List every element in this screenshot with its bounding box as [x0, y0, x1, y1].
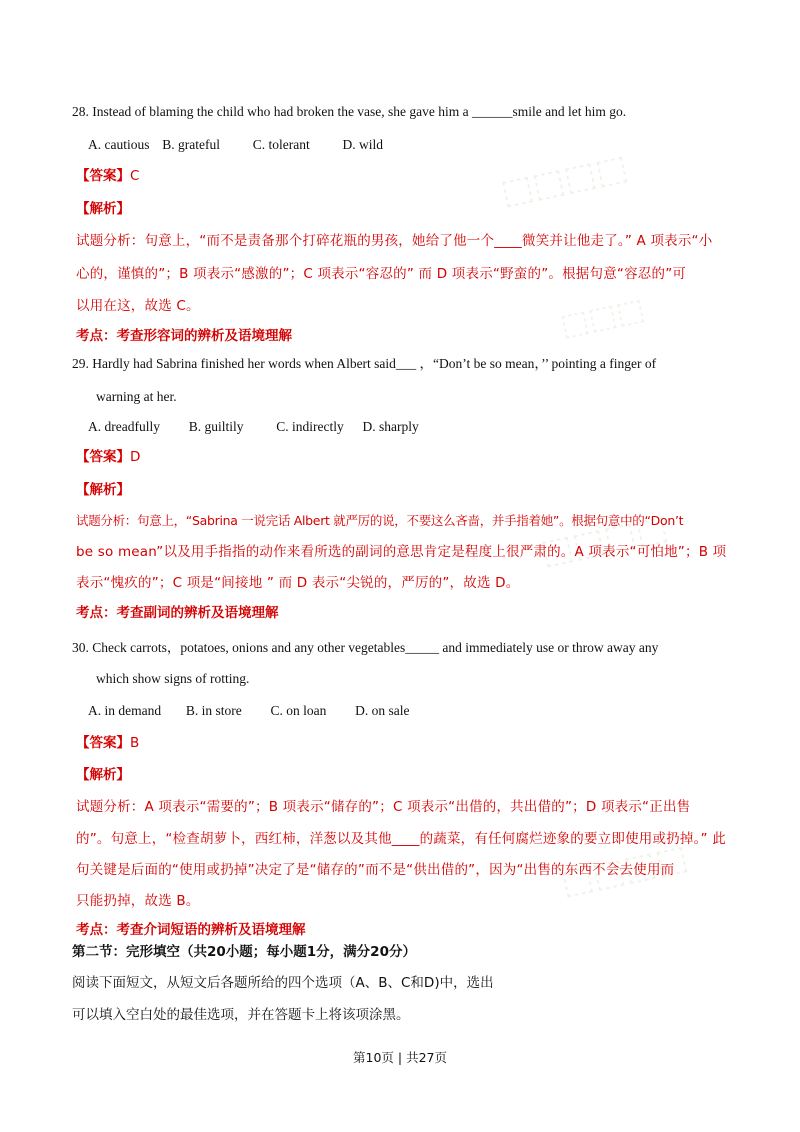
q28-answer	[76, 167, 139, 185]
q28-answer-value: C	[130, 168, 140, 184]
q28-option-d: D. wild	[342, 137, 383, 152]
q30-analysis-line-2: 的”。句意上，“检查胡萝卜，西红柿，洋葱以及其他____的蔬菜，有任何腐烂迹象的要立即使用或扔掉。” 此	[76, 831, 726, 847]
q30-option-c: C. on loan	[270, 703, 327, 718]
q28-options	[88, 136, 383, 154]
q30-answer-value: B	[130, 735, 140, 751]
watermark: ⬚⬚⬚⬚	[497, 147, 632, 213]
q30-answer-label: 【答案】	[76, 735, 130, 751]
watermark: ⬚⬚⬚	[557, 291, 648, 344]
q29-stem-line-1: 29. Hardly had Sabrina finished her words when Albert said___ ，“Don’t be so mean，’’ pointing a finger of	[72, 356, 657, 371]
q30-option-a: A. in demand	[88, 703, 162, 718]
q29-options	[88, 418, 419, 436]
q28-analysis-line-2: 心的，谨慎的”；B 项表示“感激的”；C 项表示“容忍的” 而 D 项表示“野蛮的”。根据句意“容忍的”可	[76, 266, 687, 282]
q29-option-a: A. dreadfully	[88, 419, 160, 434]
q29-stem-line-2: warning at her.	[96, 389, 177, 404]
q29-answer-label: 【答案】	[76, 449, 130, 465]
page-number-footer: 第10页 | 共27页	[353, 1050, 447, 1065]
q29-analysis-line-3: 表示“愧疚的”；C 项是“间接地 ” 而 D 表示“尖锐的，严厉的”，故选 D。	[76, 575, 520, 591]
section-instruction-line-2: 可以填入空白处的最佳选项，并在答题卡上将该项涂黑。	[72, 1007, 410, 1023]
q29-point: 考点：考查副词的辨析及语境理解	[76, 605, 279, 621]
q30-options	[88, 702, 410, 720]
q28-option-b: B. grateful	[162, 137, 220, 152]
q30-stem-line-1: 30. Check carrots，potatoes, onions and any other vegetables_____ and immediately use or throw away any	[72, 640, 659, 655]
q29-option-d: D. sharply	[362, 419, 419, 434]
q30-point: 考点：考查介词短语的辨析及语境理解	[76, 922, 306, 938]
q30-analysis-line-1: 试题分析：A 项表示“需要的”；B 项表示“储存的”；C 项表示“出借的，共出借的”；D 项表示“正出售	[76, 799, 691, 815]
watermark: ⬚⬚⬚⬚	[557, 837, 692, 903]
q29-answer	[76, 448, 140, 466]
q30-option-d: D. on sale	[355, 703, 410, 718]
q28-point: 考点：考查形容词的辨析及语境理解	[76, 328, 292, 344]
q30-analysis-line-4: 只能扔掉，故选 B。	[76, 893, 200, 909]
q29-option-b: B. guiltily	[188, 419, 244, 434]
q29-analysis-line-1: 试题分析：句意上，“Sabrina 一说完话 Albert 就严厉的说，不要这么吝啬，并手指着她”。根据句意中的“Don’t	[76, 513, 684, 528]
q28-option-a: A. cautious	[88, 137, 150, 152]
q28-analysis-line-3: 以用在这，故选 C。	[76, 298, 200, 314]
q30-stem-line-2: which show signs of rotting.	[96, 671, 250, 686]
q30-answer	[76, 734, 139, 752]
q30-option-b: B. in store	[185, 703, 242, 718]
q30-analysis-label: 【解析】	[76, 767, 130, 783]
q28-analysis-label: 【解析】	[76, 201, 130, 217]
q29-option-c: C. indirectly	[276, 419, 344, 434]
q28-option-c: C. tolerant	[252, 137, 310, 152]
watermark: ⬚⬚⬚⬚	[537, 507, 672, 573]
q28-stem: 28. Instead of blaming the child who had broken the vase, she gave him a ______smile and let him go.	[72, 104, 627, 119]
q28-answer-label: 【答案】	[76, 168, 130, 184]
q28-analysis-line-1: 试题分析：句意上，“而不是责备那个打碎花瓶的男孩，她给了他一个____微笑并让他走了。” A 项表示“小	[76, 233, 713, 249]
q30-analysis-line-3: 句关键是后面的“使用或扔掉”决定了是“储存的”而不是“供出借的”，因为“出售的东西不会去使用而	[76, 862, 675, 878]
q29-answer-value: D	[130, 449, 141, 465]
q29-analysis-label: 【解析】	[76, 482, 130, 498]
section-instruction-line-1: 阅读下面短文，从短文后各题所给的四个选项（A、B、C和D)中，选出	[72, 975, 494, 991]
section-title: 第二节：完形填空（共20小题；每小题1分，满分20分）	[72, 944, 416, 960]
q29-analysis-line-2: be so mean”以及用手指指的动作来看所选的副词的意思肯定是程度上很严肃的。A 项表示“可怕地”；B 项	[76, 544, 727, 560]
